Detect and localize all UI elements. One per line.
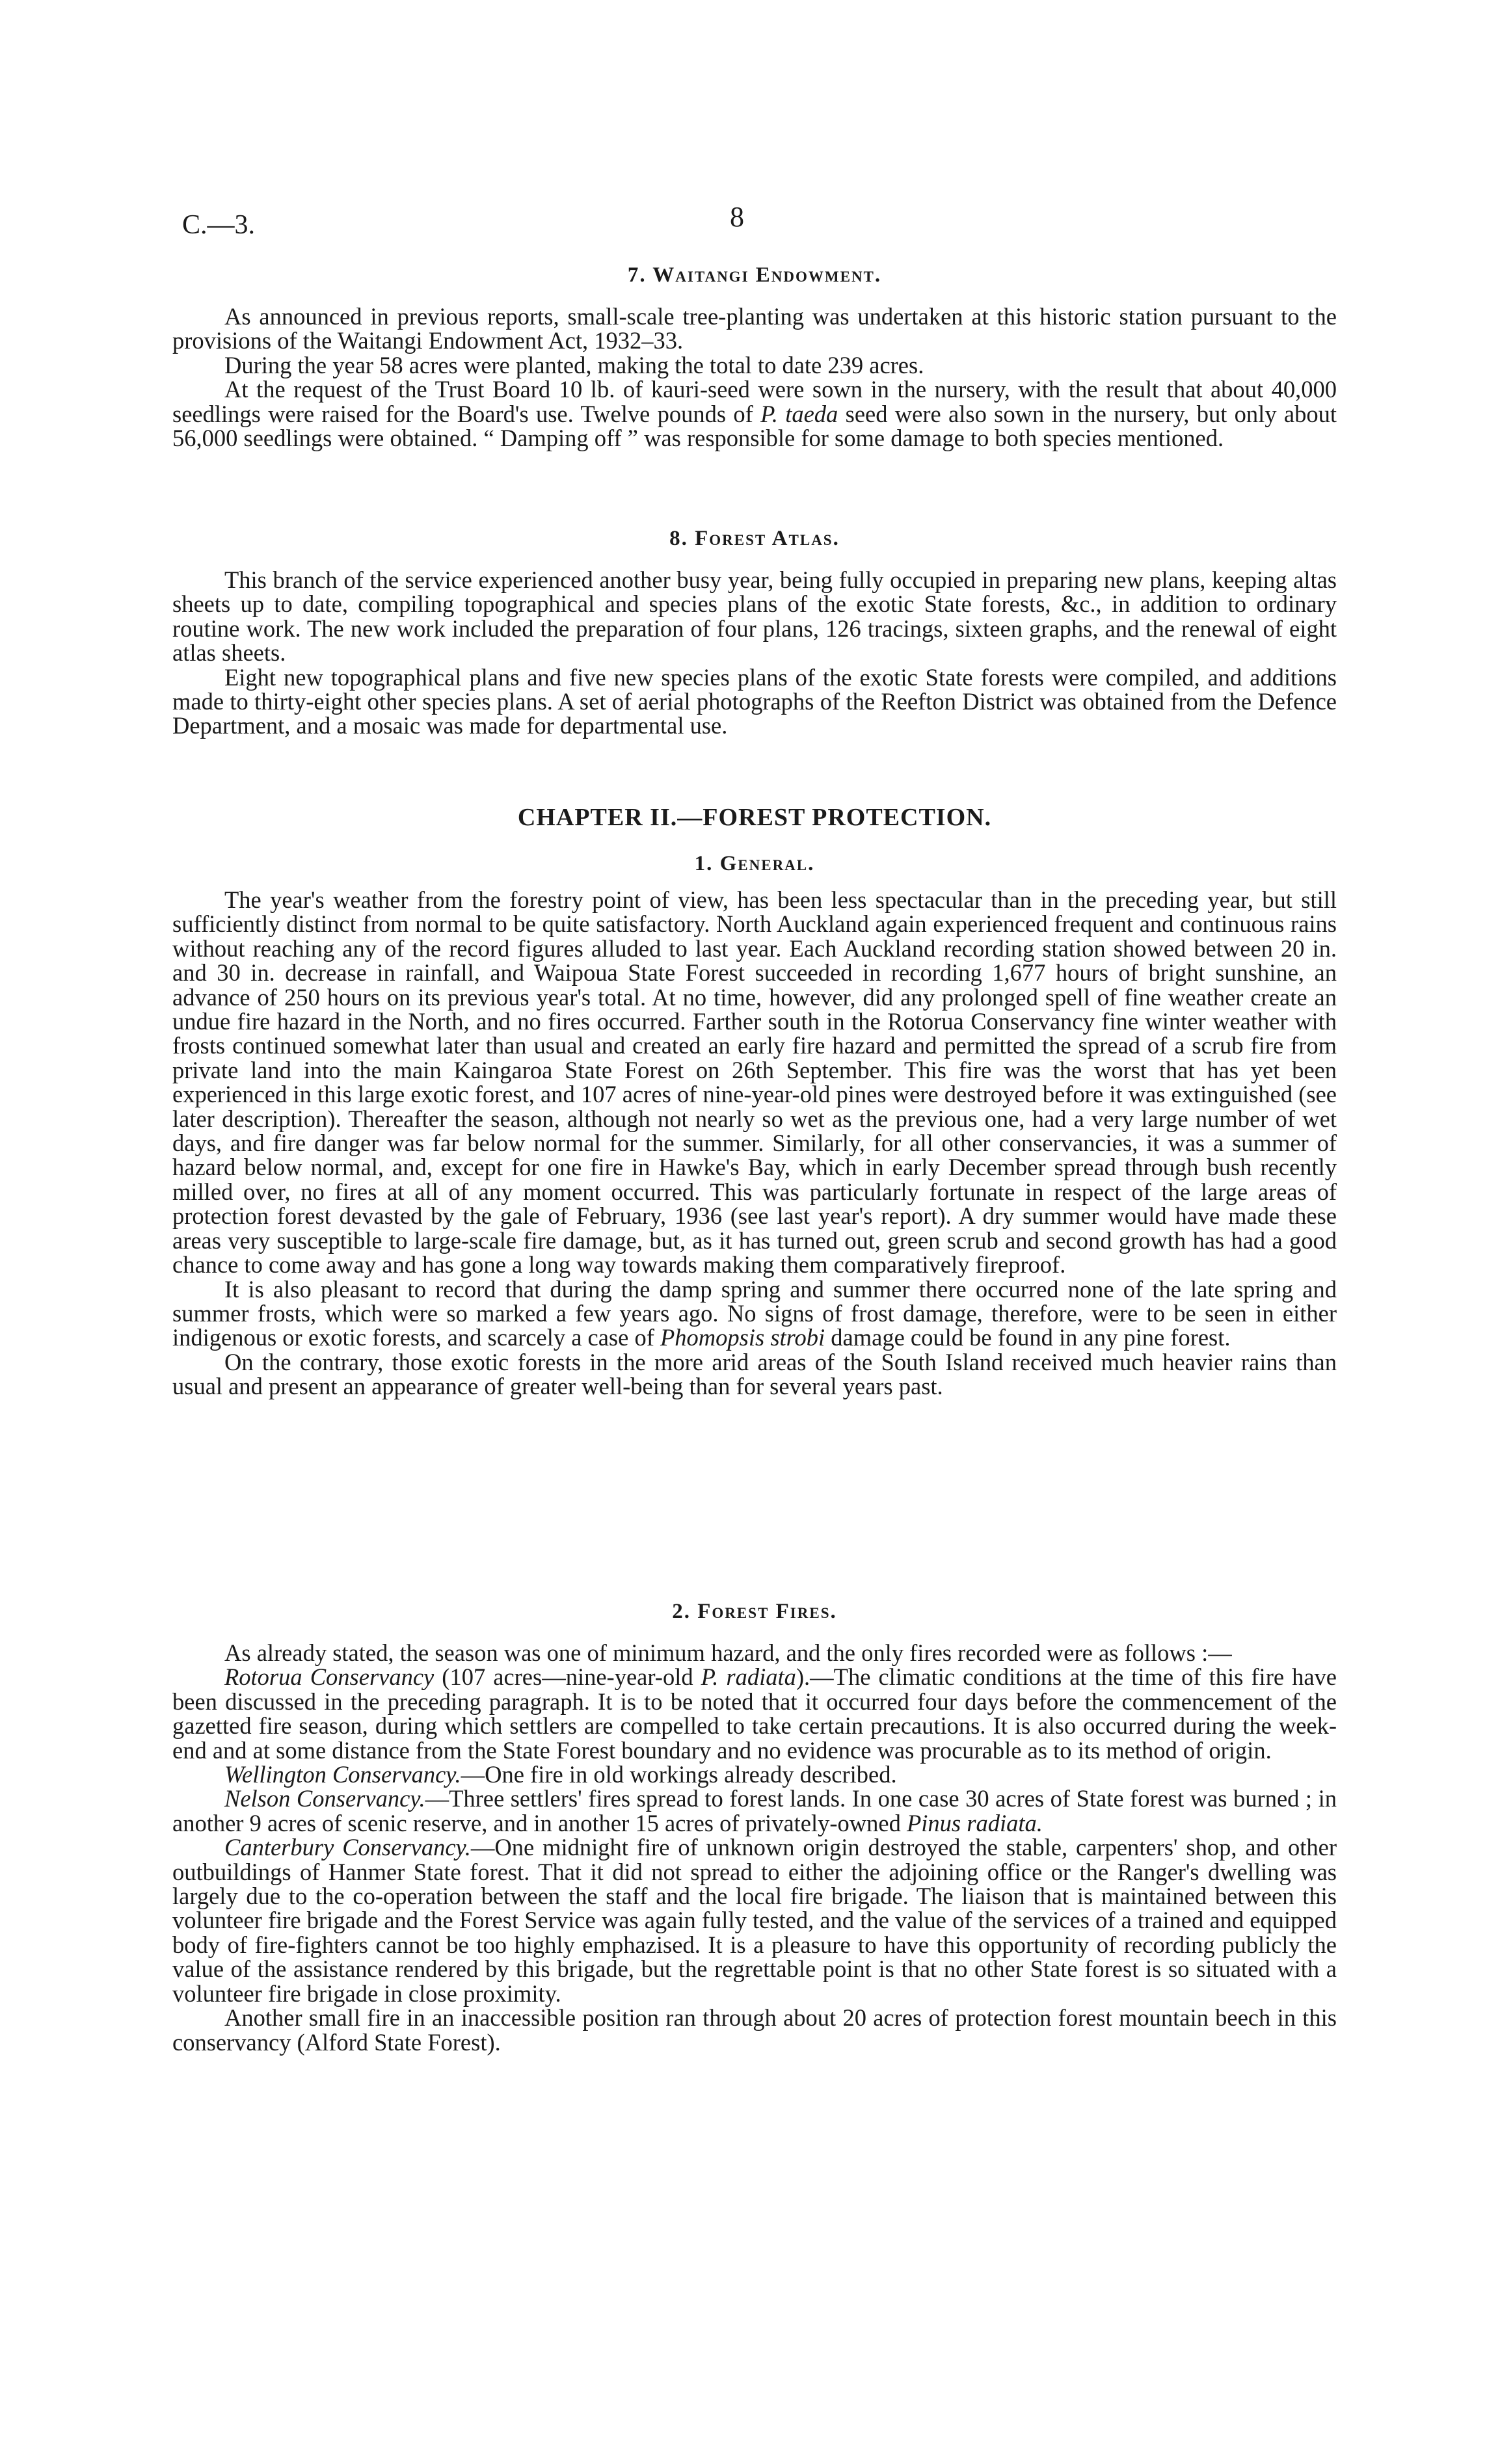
paragraph: Eight new topographical plans and five new species plans of the exotic State forests were compiled, and additions made to thirty-eight other species plans. A set of aerial photographs of the Reefton District was obtained from the Defence Department, and a mosaic was made for departmental use. xyxy=(172,663,1337,739)
paragraph: The year's weather from the forestry point of view, has been less spectacular than in the preceding year, but still sufficiently distinct from normal to be quite satisfactory. North Auckland again experienced frequent and continuous rains without reaching any of the record figures alluded to last year. Each Auckland recording station showed between 20 in. and 30 in. decrease in rainfall, and Waipoua State Forest succeeded in recording 1,677 hours of bright sunshine, an advance of 250 hours on its previous year's total. At no time, however, did any prolonged spell of fine weather create an undue fire hazard in the North, and no fires occurred. Farther south in the Rotorua Conservancy fine winter weather with frosts continued somewhat later than usual and created an early fire hazard and permitted the spread of a scrub fire from private land into the main Kaingaroa State Forest on 26th September. This fire was the worst that has yet been experienced in this large exotic forest, and 107 acres of nine-year-old pines were destroyed before it was extinguished (see later description). Thereafter the season, although not nearly so wet as the previous one, had a very large number of wet days, and fire danger was far below normal for the summer. Similarly, for all other conservancies, it was a summer of hazard below normal, and, except for one fire in Hawke's Bay, which in early December spread through bush recently milled over, no fires at all of any moment occurred. This was particularly fortunate in respect of the large areas of protection forest devasted by the gale of February, 1936 (see last year's report). A dry summer would have made these areas very susceptible to large-scale fire damage, but, as it has turned out, green scrub and second growth has had a good chance to come away and has gone a long way towards making them comparatively fireproof. xyxy=(172,886,1337,1278)
section-waitangi-endowment xyxy=(172,263,1337,450)
conservancy-name: Rotorua Conservancy xyxy=(224,1663,435,1691)
section-forest-fires xyxy=(172,1600,1337,2054)
paragraph: During the year 58 acres were planted, making the total to date 239 acres. xyxy=(224,351,924,378)
section-general xyxy=(172,852,1337,1399)
paragraph: At the request of the Trust Board 10 lb. of kauri-seed were sown in the nursery, with the result that about 40,000 seedlings were raised for the Board's use. Twelve pounds of P. taeda seed were also sown in the nursery, but only about 56,000 seedlings were obtained. “ Damping off ” was responsible for some damage to both species mentioned. xyxy=(172,376,1337,452)
paragraph-nelson: Nelson Conservancy.—Three settlers' fires spread to forest lands. In one case 30 acres of State forest was burned ; in another 9 acres of scenic reserve, and in another 15 acres of privately-owned Pinus radiata. xyxy=(172,1785,1337,1836)
document-code: C.—3. xyxy=(182,210,256,240)
paragraph: Another small fire in an inaccessible position ran through about 20 acres of protection forest mountain beech in this conservancy (Alford State Forest). xyxy=(172,2004,1337,2056)
chapter-title: CHAPTER II.—FOREST PROTECTION. xyxy=(517,804,992,831)
paragraph-canterbury: Canterbury Conservancy.—One midnight fire of unknown origin destroyed the stable, carpenters' shop, and other outbuildings of Hanmer State forest. That it did not spread to either the adjoining office or the Ranger's dwelling was largely due to the co-operation between the staff and the local fire brigade. The liaison that is maintained between this volunteer fire brigade and the Forest Service was again fully tested, and the value of the services of a trained and equipped body of fire-fighters cannot be too highly emphazised. It is a pleasure to have this opportunity of recording publicly the value of the assistance rendered by this brigade, but the regrettable point is that no other State forest is so situated with a volunteer fire brigade in close proximity. xyxy=(172,1834,1337,2007)
conservancy-name: Nelson Conservancy. xyxy=(224,1785,425,1812)
species-name: P. taeda xyxy=(760,400,838,427)
paragraph: On the contrary, those exotic forests in the more arid areas of the South Island received much heavier rains than usual and present an appearance of greater well-being than for several years past. xyxy=(172,1348,1337,1400)
paragraph: As announced in previous reports, small-scale tree-planting was undertaken at this historic station pursuant to the provisions of the Waitangi Endowment Act, 1932–33. xyxy=(172,303,1337,354)
section-heading-waitangi: 7. Waitangi Endowment. xyxy=(627,263,882,287)
paragraph: As already stated, the season was one of minimum hazard, and the only fires recorded were as follows :— xyxy=(224,1639,1232,1666)
section-heading-forest-fires: 2. Forest Fires. xyxy=(672,1600,837,1623)
species-name: P. radiata xyxy=(701,1663,796,1691)
conservancy-name: Canterbury Conservancy. xyxy=(224,1834,471,1861)
paragraph: It is also pleasant to record that during the damp spring and summer there occurred none of the late spring and summer frosts, which were so marked a few years ago. No signs of frost damage, therefore, were to be seen in either indigenous or exotic forests, and scarcely a case of Phomopsis strobi damage could be found in any pine forest. xyxy=(172,1275,1337,1351)
species-name: Pinus radiata. xyxy=(906,1809,1043,1836)
paragraph-wellington: Wellington Conservancy.—One fire in old workings already described. xyxy=(224,1761,897,1788)
section-heading-forest-atlas: 8. Forest Atlas. xyxy=(669,527,840,550)
chapter-heading-block xyxy=(172,803,1337,832)
paragraph-rotorua: Rotorua Conservancy (107 acres—nine-year-old P. radiata).—The climatic conditions at the time of this fire have been discussed in the preceding paragraph. It is to be noted that it occurred four days before the commencement of the gazetted fire season, during which settlers are compelled to take certain precautions. It is also occurred during the week-end and at some distance from the State Forest boundary and no evidence was procurable as to its method of origin. xyxy=(172,1663,1337,1764)
section-forest-atlas xyxy=(172,527,1337,738)
paragraph: This branch of the service experienced another busy year, being fully occupied in preparing new plans, keeping altas sheets up to date, compiling topographical and species plans of the exotic State forests, &c., in addition to ordinary routine work. The new work included the preparation of four plans, 126 tracings, sixteen graphs, and the renewal of eight atlas sheets. xyxy=(172,566,1337,667)
species-name: Phomopsis strobi xyxy=(660,1324,825,1351)
page-number: 8 xyxy=(730,201,744,233)
conservancy-name: Wellington Conservancy. xyxy=(224,1761,461,1788)
section-heading-general: 1. General. xyxy=(694,852,815,875)
